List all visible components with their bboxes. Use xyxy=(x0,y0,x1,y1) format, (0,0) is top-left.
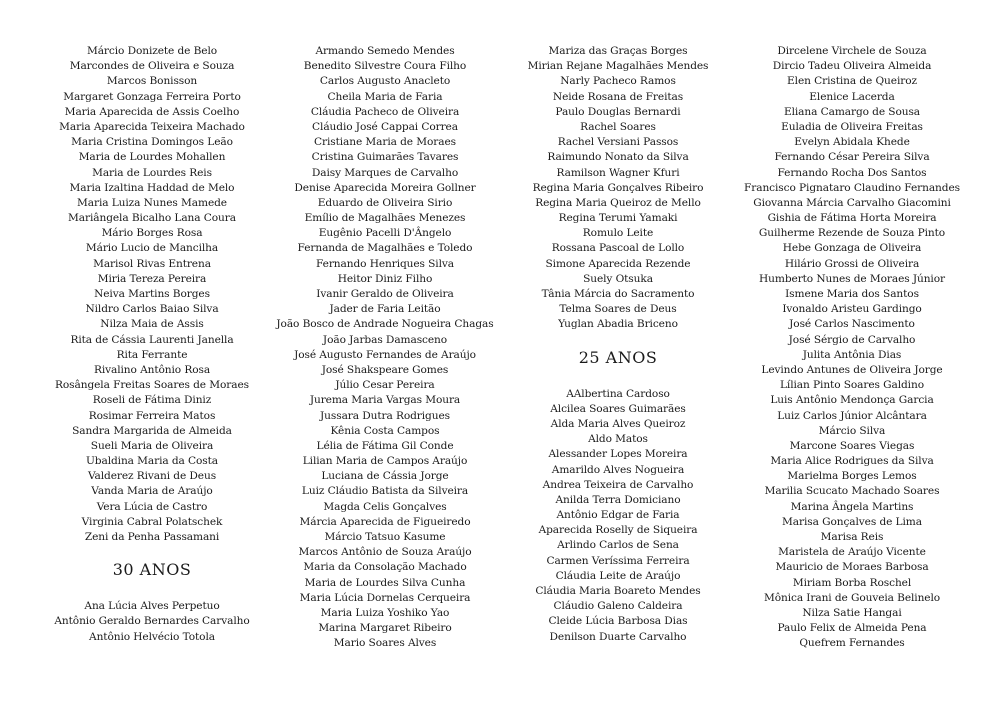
name-entry: Cláudia Leite de Araújo xyxy=(555,569,681,582)
name-entry: José Shakspeare Gomes xyxy=(321,363,449,376)
name-entry: Rachel Soares xyxy=(580,120,656,133)
name-entry: Virginia Cabral Polatschek xyxy=(81,515,223,528)
name-entry: Alessander Lopes Moreira xyxy=(548,448,688,461)
name-entry: Dircio Tadeu Oliveira Almeida xyxy=(772,60,932,73)
name-entry: Mariza das Graças Borges xyxy=(548,45,688,57)
name-entry: Maria de Lourdes Reis xyxy=(92,166,212,179)
name-entry: Luiz Carlos Júnior Alcântara xyxy=(777,409,927,422)
name-entry: Lilian Maria de Campos Araújo xyxy=(302,455,468,468)
name-entry: Amarildo Alves Nogueira xyxy=(551,463,685,476)
name-entry: Denise Aparecida Moreira Gollner xyxy=(294,181,476,194)
name-entry: Jussara Dutra Rodrigues xyxy=(320,409,450,422)
name-entry: João Bosco de Andrade Nogueira Chagas xyxy=(276,318,494,331)
name-entry: Mirian Rejane Magalhães Mendes xyxy=(527,60,709,73)
name-entry: Armando Semedo Mendes xyxy=(315,45,455,57)
name-entry: Anilda Terra Domiciano xyxy=(555,493,681,506)
name-entry: Ana Lúcia Alves Perpetuo xyxy=(84,600,220,613)
name-entry: Eliana Camargo de Sousa xyxy=(783,105,921,118)
name-entry: Arlindo Carlos de Sena xyxy=(557,539,679,552)
name-entry: Maria Izaltina Haddad de Melo xyxy=(69,181,235,194)
name-entry: Cláudio Galeno Caldeira xyxy=(553,600,683,613)
name-entry: Marilia Scucato Machado Soares xyxy=(764,485,940,498)
name-entry: Cláudia Maria Boareto Mendes xyxy=(535,585,701,597)
name-entry: José Augusto Fernandes de Araújo xyxy=(294,348,476,361)
name-entry: Alda Maria Alves Queiroz xyxy=(550,417,686,430)
name-entry: Rossana Pascoal de Lollo xyxy=(551,242,685,255)
name-entry: Cláudia Pacheco de Oliveira xyxy=(310,105,460,118)
name-column-2 xyxy=(270,44,500,652)
name-group xyxy=(736,44,968,652)
name-entry: Mônica Irani de Gouveia Belinelo xyxy=(763,591,941,604)
name-entry: Mariângela Bicalho Lana Coura xyxy=(68,212,236,225)
name-entry: Fernando César Pereira Silva xyxy=(774,151,930,164)
name-entry: Rita Ferrante xyxy=(116,348,188,361)
name-entry: Maria Cristina Domingos Leão xyxy=(71,136,233,149)
name-entry: Valderez Rivani de Deus xyxy=(87,470,217,483)
name-entry: Eugênio Pacelli D'Ângelo xyxy=(318,227,452,240)
name-entry: Maria Luiza Yoshiko Yao xyxy=(320,606,450,619)
name-entry: Cristina Guimarães Tavares xyxy=(311,151,459,164)
name-entry: Maria Alice Rodrigues da Silva xyxy=(770,455,934,468)
name-entry: Raimundo Nonato da Silva xyxy=(547,151,689,164)
name-entry: Neide Rosana de Freitas xyxy=(552,90,684,103)
name-entry: Mário Lucio de Mancilha xyxy=(85,242,219,255)
name-entry: Marisol Rivas Entrena xyxy=(93,257,211,270)
name-entry: Romulo Leite xyxy=(582,227,654,240)
name-entry: Antônio Geraldo Bernardes Carvalho xyxy=(54,615,250,628)
name-entry: Maria da Consolação Machado xyxy=(303,561,467,574)
name-entry: Márcio Donizete de Belo xyxy=(86,45,218,57)
name-entry: Lélia de Fátima Gil Conde xyxy=(316,439,454,452)
name-entry: Fernanda de Magalhães e Toledo xyxy=(297,242,473,255)
name-entry: Antônio Edgar de Faria xyxy=(556,509,680,522)
name-entry: Telma Soares de Deus xyxy=(559,303,677,316)
name-entry: Aparecida Roselly de Siqueira xyxy=(538,524,698,537)
name-entry: Daisy Marques de Carvalho xyxy=(311,166,459,179)
name-entry: Marcos Bonisson xyxy=(106,75,198,88)
name-entry: Cleide Lúcia Barbosa Dias xyxy=(548,615,688,628)
name-entry: Maria de Lourdes Silva Cunha xyxy=(304,576,466,589)
name-entry: Jader de Faria Leitão xyxy=(329,303,441,316)
name-entry: Márcia Aparecida de Figueiredo xyxy=(299,515,471,528)
name-entry: Marisa Reis xyxy=(820,531,884,543)
name-entry: Marcone Soares Viegas xyxy=(789,439,915,452)
name-entry: José Sérgio de Carvalho xyxy=(788,333,916,346)
name-entry: Euladia de Oliveira Freitas xyxy=(781,120,923,133)
name-entry: Regina Maria Gonçalves Ribeiro xyxy=(532,181,704,194)
name-entry: Ivanir Geraldo de Oliveira xyxy=(316,288,454,300)
name-entry: Fernando Henriques Silva xyxy=(316,257,454,270)
name-entry: Julita Antônia Dias xyxy=(802,348,902,361)
name-entry: Sandra Margarida de Almeida xyxy=(72,424,232,437)
name-entry: Rita de Cássia Laurenti Janella xyxy=(70,333,234,346)
name-group xyxy=(270,44,500,652)
name-entry: AAlbertina Cardoso xyxy=(566,387,670,400)
name-entry: Carlos Augusto Anacleto xyxy=(319,75,451,88)
name-entry: Ramilson Wagner Kfuri xyxy=(556,166,680,179)
name-entry: Kênia Costa Campos xyxy=(330,424,440,437)
name-entry: Alcilea Soares Guimarães xyxy=(550,402,686,415)
name-entry: Márcio Silva xyxy=(818,424,886,437)
name-entry: Suely Otsuka xyxy=(583,272,653,285)
name-group xyxy=(508,44,728,333)
name-entry: Marina Ângela Martins xyxy=(790,500,914,513)
name-entry: Dircelene Virchele de Souza xyxy=(777,45,927,57)
section-heading: 25 ANOS xyxy=(578,347,658,367)
name-entry: Miria Tereza Pereira xyxy=(97,272,207,285)
name-entry: Quefrem Fernandes xyxy=(799,637,905,650)
name-entry: Neiva Martins Borges xyxy=(94,288,210,300)
name-entry: Maria Aparecida Teixeira Machado xyxy=(59,120,245,133)
name-entry: Paulo Douglas Bernardi xyxy=(555,105,681,118)
name-entry: Gishia de Fátima Horta Moreira xyxy=(767,212,937,225)
name-column-4 xyxy=(736,44,968,652)
name-entry: Júlio Cesar Pereira xyxy=(335,379,435,392)
name-entry: Marcos Antônio de Souza Araújo xyxy=(298,546,472,559)
name-entry: Lílian Pinto Soares Galdino xyxy=(780,379,924,392)
name-entry: Nilza Maia de Assis xyxy=(100,318,204,331)
name-entry: Mário Borges Rosa xyxy=(101,227,203,240)
name-entry: Andrea Teixeira de Carvalho xyxy=(542,478,694,491)
name-entry: Rivalino Antônio Rosa xyxy=(93,363,211,376)
name-entry: Maria Luiza Nunes Mamede xyxy=(77,196,227,209)
name-entry: Regina Terumi Yamaki xyxy=(558,212,678,225)
name-entry: Luis Antônio Mendonça Garcia xyxy=(770,394,934,407)
name-entry: Cláudio José Cappai Correa xyxy=(312,120,458,133)
name-entry: Ismene Maria dos Santos xyxy=(785,288,919,300)
name-entry: Regina Maria Queiroz de Mello xyxy=(535,196,701,209)
name-group xyxy=(42,44,262,545)
name-entry: Mauricio de Moraes Barbosa xyxy=(775,561,929,574)
name-entry: Levindo Antunes de Oliveira Jorge xyxy=(761,363,943,376)
name-entry: Rosângela Freitas Soares de Moraes xyxy=(55,379,249,392)
name-entry: Margaret Gonzaga Ferreira Porto xyxy=(63,90,241,103)
name-entry: José Carlos Nascimento xyxy=(789,318,915,331)
name-entry: Roseli de Fátima Diniz xyxy=(92,394,212,407)
name-entry: Cristiane Maria de Moraes xyxy=(314,136,456,149)
name-column-1 xyxy=(42,44,262,645)
name-entry: Marielma Borges Lemos xyxy=(787,470,917,483)
name-entry: Maristela de Araújo Vicente xyxy=(778,546,926,559)
name-entry: Elenice Lacerda xyxy=(809,90,895,103)
name-entry: Nilza Satie Hangai xyxy=(802,606,902,619)
name-entry: Marcondes de Oliveira e Souza xyxy=(69,60,235,73)
name-entry: Marisa Gonçalves de Lima xyxy=(782,515,922,528)
name-entry: Miriam Borba Roschel xyxy=(792,576,912,589)
name-entry: Denilson Duarte Carvalho xyxy=(549,630,687,643)
name-entry: Narly Pacheco Ramos xyxy=(560,75,676,88)
name-entry: Hebe Gonzaga de Oliveira xyxy=(782,242,922,255)
name-entry: Eduardo de Oliveira Sirio xyxy=(317,196,453,209)
name-entry: Márcio Tatsuo Kasume xyxy=(324,531,446,543)
name-entry: Paulo Felix de Almeida Pena xyxy=(777,622,927,635)
name-entry: Antônio Helvécio Totola xyxy=(89,630,215,643)
name-entry: João Jarbas Damasceno xyxy=(322,333,448,346)
name-entry: Evelyn Abidala Khede xyxy=(794,136,910,149)
name-entry: Aldo Matos xyxy=(588,433,648,446)
name-entry: Fernando Rocha Dos Santos xyxy=(777,166,927,179)
name-entry: Simone Aparecida Rezende xyxy=(545,257,691,270)
name-entry: Tânia Márcia do Sacramento xyxy=(541,288,695,300)
name-entry: Benedito Silvestre Coura Filho xyxy=(303,60,467,73)
name-entry: Rachel Versiani Passos xyxy=(557,136,679,149)
name-entry: Maria de Lourdes Mohallen xyxy=(78,151,226,164)
name-entry: Yuglan Abadia Briceno xyxy=(558,318,678,331)
name-entry: Sueli Maria de Oliveira xyxy=(90,439,214,452)
name-entry: Ubaldina Maria da Costa xyxy=(85,455,219,468)
name-entry: Humberto Nunes de Moraes Júnior xyxy=(759,272,945,285)
name-entry: Heitor Diniz Filho xyxy=(337,272,433,285)
name-group xyxy=(508,349,728,645)
name-entry: Magda Celis Gonçalves xyxy=(323,500,447,513)
name-entry: Francisco Pignataro Claudino Fernandes xyxy=(744,181,960,194)
name-entry: Elen Cristina de Queiroz xyxy=(787,75,917,88)
name-entry: Luciana de Cássia Jorge xyxy=(321,470,449,483)
name-entry: Marina Margaret Ribeiro xyxy=(318,622,452,635)
section-heading: 30 ANOS xyxy=(112,560,192,580)
name-entry: Jurema Maria Vargas Moura xyxy=(309,394,461,407)
name-entry: Guilherme Rezende de Souza Pinto xyxy=(758,227,946,240)
name-column-3 xyxy=(508,44,728,645)
name-entry: Luiz Cláudio Batista da Silveira xyxy=(301,485,469,498)
name-entry: Ivonaldo Aristeu Gardingo xyxy=(782,303,922,316)
name-entry: Rosimar Ferreira Matos xyxy=(88,409,216,422)
name-entry: Cheila Maria de Faria xyxy=(327,90,443,103)
name-entry: Carmen Veríssima Ferreira xyxy=(546,554,690,567)
name-entry: Hilário Grossi de Oliveira xyxy=(784,257,920,270)
name-entry: Zeni da Penha Passamani xyxy=(84,531,220,543)
name-entry: Maria Lúcia Dornelas Cerqueira xyxy=(299,591,471,604)
name-group xyxy=(42,561,262,645)
name-entry: Vanda Maria de Araújo xyxy=(91,485,213,498)
name-entry: Mario Soares Alves xyxy=(333,637,437,650)
name-entry: Vera Lúcia de Castro xyxy=(96,500,208,513)
name-entry: Nildro Carlos Baiao Silva xyxy=(85,303,219,316)
name-entry: Emílio de Magalhães Menezes xyxy=(304,212,466,225)
name-entry: Giovanna Márcia Carvalho Giacomini xyxy=(753,196,951,209)
name-entry: Maria Aparecida de Assis Coelho xyxy=(64,105,240,118)
